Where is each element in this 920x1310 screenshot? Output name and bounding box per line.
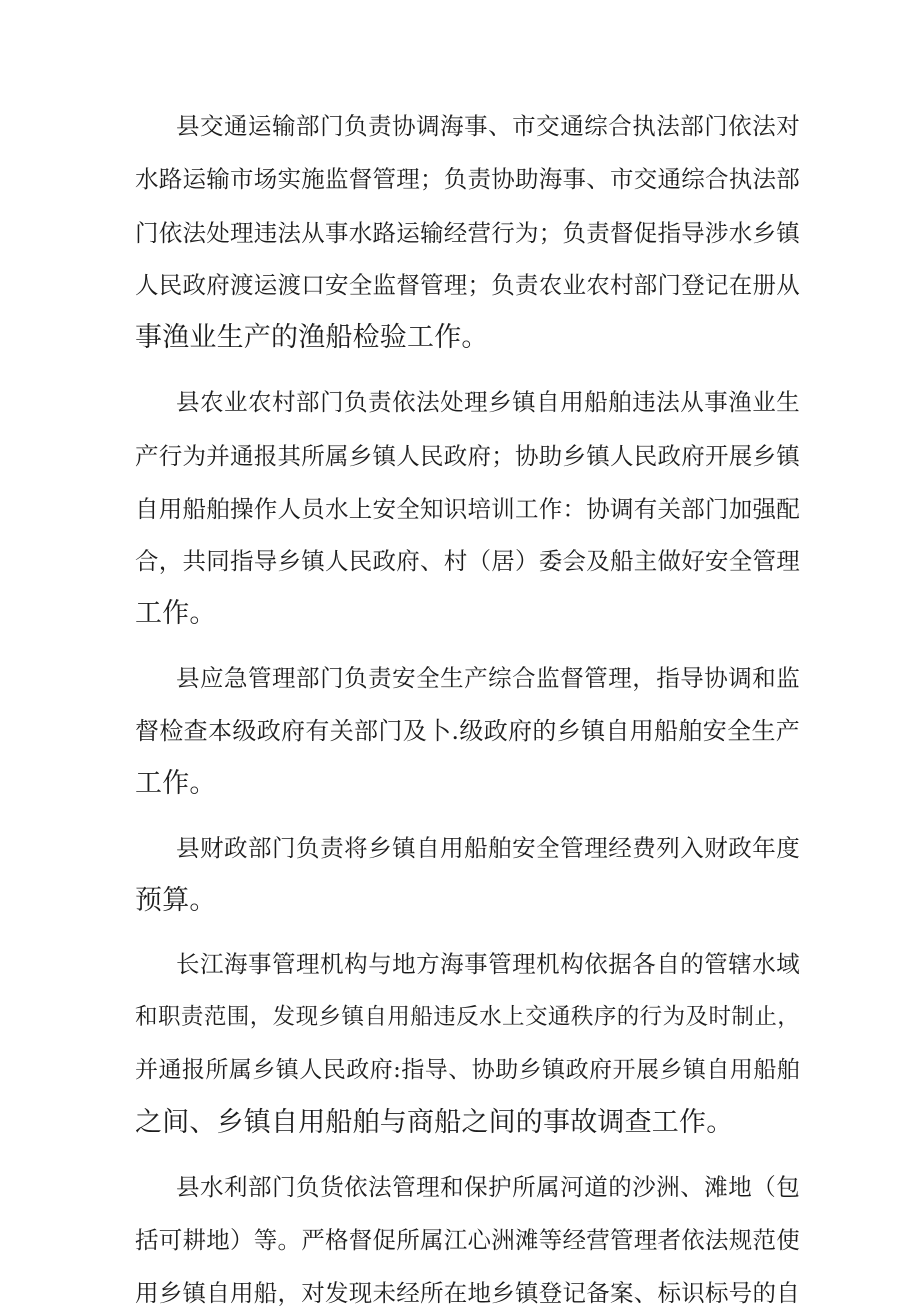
- text-line: 县水利部门负货依法管理和保护所属河道的沙洲、滩地（包: [176, 1173, 800, 1201]
- text-line: 自用船舶操作人员水上安全知识培训工作：协调有关部门加强配: [135, 495, 800, 523]
- text-line: 县农业农村部门负责依法处理乡镇自用船舶违法从事渔业生: [176, 388, 800, 416]
- text-line: 合，共同指导乡镇人民政府、村（居）委会及船主做好安全管理: [135, 547, 800, 575]
- text-line: 工作。: [135, 598, 217, 629]
- text-line: 县交通运输部门负责协调海事、市交通综合执法部门依法对: [176, 112, 800, 140]
- text-line: 县应急管理部门负责安全生产综合监督管理，指导协调和监: [176, 664, 800, 692]
- text-line: 水路运输市场实施监督管理；负责协助海事、市交通综合执法部: [135, 165, 800, 193]
- text-line: 之间、乡镇自用船舶与商船之间的事故调查工作。: [135, 1107, 734, 1138]
- text-line: 督检查本级政府有关部门及卜.级政府的乡镇自用船舶安全生产: [135, 717, 800, 745]
- text-line: 长江海事管理机构与地方海事管理机构依据各自的管辖水域: [176, 950, 800, 978]
- text-line: 门依法处理违法从事水路运输经营行为；负责督促指导涉水乡镇: [135, 219, 800, 247]
- text-line: 事渔业生产的渔船检验工作。: [135, 322, 489, 353]
- text-line: 并通报所属乡镇人民政府:指导、协助乡镇政府开展乡镇自用船舶: [135, 1057, 800, 1083]
- text-line: 和职责范围，发现乡镇自用船违反水上交通秩序的行为及时制止，: [135, 1004, 800, 1030]
- text-line: 括可耕地）等。严格督促所属江心洲滩等经营管理者依法规范使: [135, 1226, 800, 1254]
- text-line: 人民政府渡运渡口安全监督管理；负责农业农村部门登记在册从: [135, 271, 800, 299]
- text-line: 工作。: [135, 768, 217, 799]
- text-line: 预算。: [135, 885, 217, 916]
- text-line: 县财政部门负责将乡镇自用船舶安全管理经费列入财政年度: [176, 834, 800, 862]
- text-line: 产行为并通报其所属乡镇人民政府；协助乡镇人民政府开展乡镇: [135, 442, 800, 470]
- text-line: 用乡镇自用船，对发现未经所在地乡镇登记备案、标识标号的自: [135, 1279, 800, 1307]
